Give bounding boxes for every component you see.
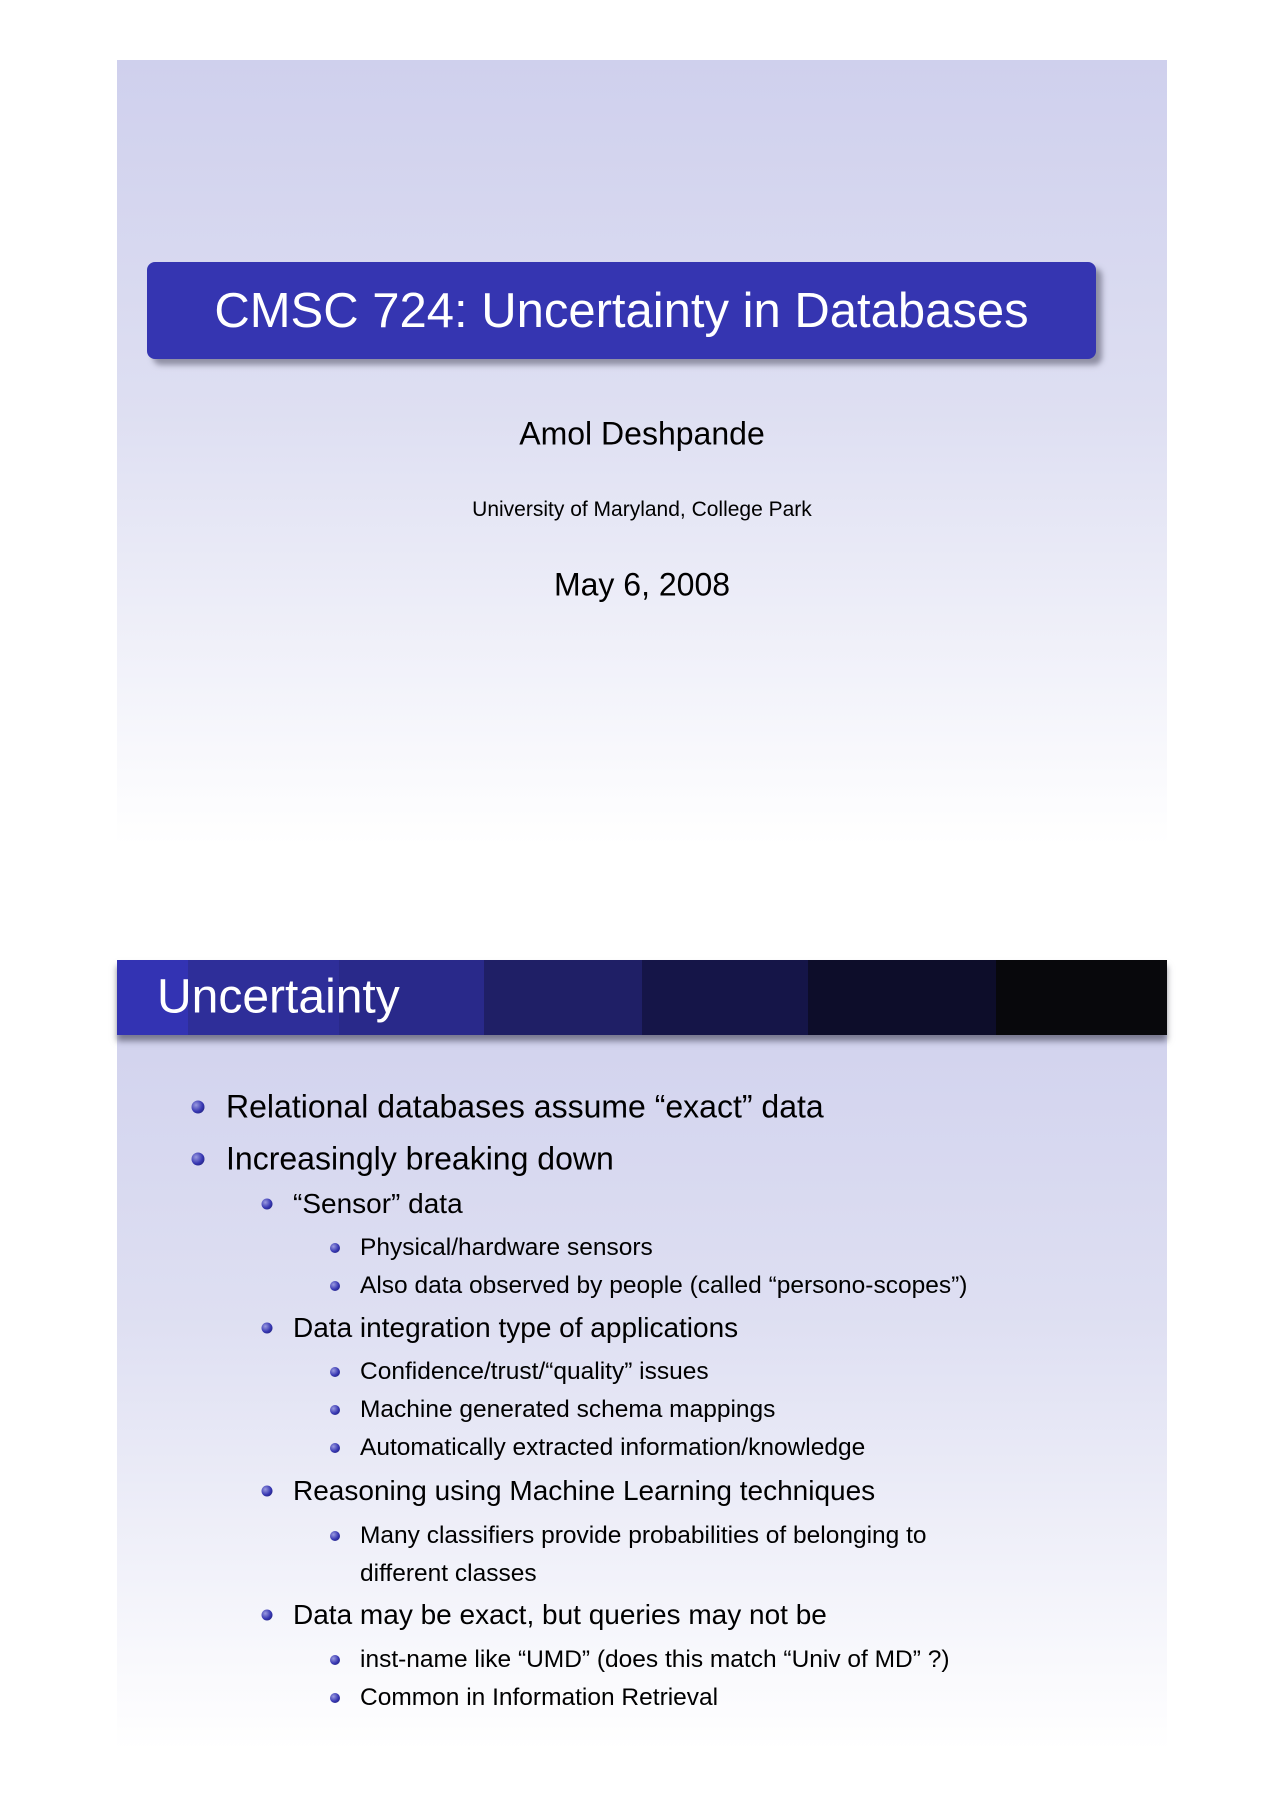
header-band — [642, 960, 808, 1035]
header-band — [996, 960, 1167, 1035]
bullet-item: Many classifiers provide probabilities of belonging to — [360, 1522, 927, 1549]
bullet-icon — [330, 1243, 340, 1253]
bullet-icon — [330, 1693, 340, 1703]
title-text: CMSC 724: Uncertainty in Databases — [214, 283, 1029, 338]
bullet-icon — [330, 1367, 340, 1377]
author: Amol Deshpande — [519, 415, 765, 452]
bullet-icon — [330, 1443, 340, 1453]
title-slide — [117, 60, 1167, 845]
bullet-item: Also data observed by people (called “persono-scopes”) — [360, 1272, 968, 1299]
bullet-item: “Sensor” data — [293, 1188, 463, 1219]
header-band — [808, 960, 996, 1035]
frame-title: Uncertainty — [157, 970, 400, 1024]
content-slide — [117, 960, 1167, 1750]
bullet-icon — [192, 1101, 205, 1114]
bullet-icon — [330, 1655, 340, 1665]
bullet-item: Common in Information Retrieval — [360, 1684, 719, 1711]
bullet-icon — [262, 1199, 273, 1210]
bullet-icon — [192, 1153, 205, 1166]
date: May 6, 2008 — [553, 566, 731, 603]
bullet-icon — [262, 1610, 273, 1621]
bullet-icon — [330, 1405, 340, 1415]
bullet-item: Relational databases assume “exact” data — [226, 1088, 824, 1125]
bullet-icon — [262, 1323, 273, 1334]
bullet-item: Machine generated schema mappings — [360, 1396, 776, 1423]
bullet-item: Data integration type of applications — [293, 1312, 739, 1343]
bullet-item: Confidence/trust/“quality” issues — [360, 1358, 709, 1385]
bullet-icon — [262, 1486, 273, 1497]
institute: University of Maryland, College Park — [472, 498, 812, 521]
bullet-item: Physical/hardware sensors — [360, 1234, 653, 1261]
bullet-item: inst-name like “UMD” (does this match “Univ of MD” ?) — [360, 1646, 950, 1673]
bullet-item: Reasoning using Machine Learning techniques — [293, 1475, 876, 1506]
bullet-item: Data may be exact, but queries may not be — [293, 1599, 827, 1630]
bullet-icon — [330, 1531, 340, 1541]
header-band — [484, 960, 642, 1035]
bullet-icon — [330, 1281, 340, 1291]
bullet-item: Increasingly breaking down — [226, 1140, 614, 1177]
presentation-title — [147, 262, 1096, 359]
bullet-item: different classes — [360, 1560, 537, 1587]
bullet-item: Automatically extracted information/knowledge — [360, 1434, 866, 1461]
